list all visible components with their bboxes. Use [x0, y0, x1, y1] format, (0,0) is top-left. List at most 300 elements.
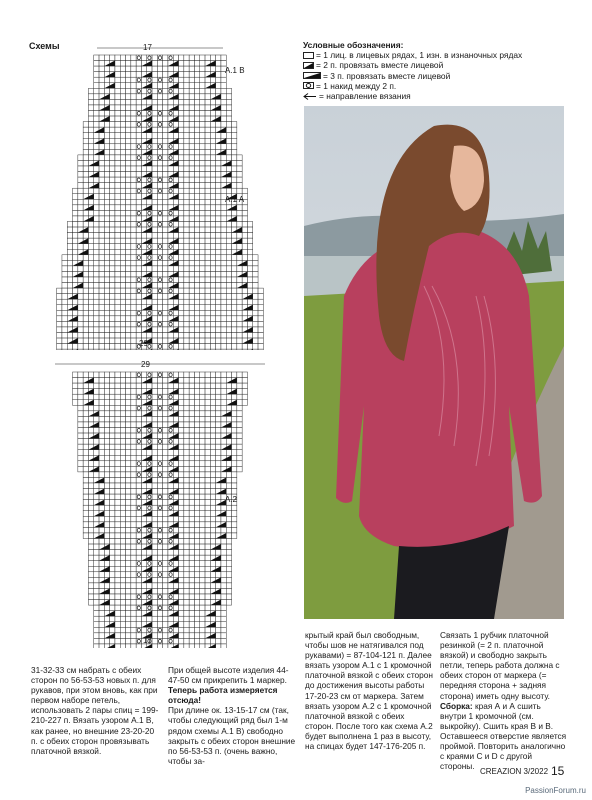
chart-cell — [184, 450, 189, 456]
chart-cell — [78, 288, 83, 294]
chart-cell — [200, 83, 205, 89]
chart-cell — [120, 605, 125, 611]
chart-cell — [216, 199, 221, 205]
chart-cell — [194, 389, 199, 395]
chart-cell — [237, 439, 242, 445]
chart-cell — [78, 199, 83, 205]
chart-cell — [173, 133, 178, 139]
chart-cell — [141, 627, 146, 633]
empty-square-icon — [303, 52, 314, 59]
chart-cell — [194, 255, 199, 261]
chart-cell — [200, 505, 205, 511]
chart-cell — [120, 455, 125, 461]
chart-cell — [226, 188, 231, 194]
chart-cell — [88, 111, 93, 117]
chart-cell — [242, 233, 247, 239]
chart-cell — [200, 105, 205, 111]
chart-cell — [163, 594, 168, 600]
chart-cell — [120, 333, 125, 339]
chart-cell — [104, 155, 109, 161]
chart-cell — [157, 299, 162, 305]
chart-cell — [194, 299, 199, 305]
chart-cell — [205, 500, 210, 506]
chart-cell — [115, 349, 120, 350]
chart-cell — [216, 638, 221, 644]
chart-cell — [120, 477, 125, 483]
chart-cell — [216, 594, 221, 600]
chart-cell — [221, 450, 226, 456]
chart-cell — [99, 177, 104, 183]
chart-cell — [221, 333, 226, 339]
chart-cell — [88, 305, 93, 311]
chart-cell — [232, 411, 237, 417]
chart-cell — [179, 627, 184, 633]
chart-cell — [232, 383, 237, 389]
chart-cell — [120, 310, 125, 316]
chart-cell — [157, 422, 162, 428]
chart-cell — [88, 166, 93, 172]
chart-cell — [189, 500, 194, 506]
chart-cell — [216, 633, 221, 639]
chart-cell — [110, 310, 115, 316]
chart-cell — [184, 444, 189, 450]
chart-cell — [131, 122, 136, 128]
chart-cell — [152, 555, 157, 561]
chart-cell — [115, 338, 120, 344]
chart-cell — [173, 439, 178, 445]
chart-cell — [173, 527, 178, 533]
chart-cell — [131, 299, 136, 305]
chart-cell — [78, 422, 83, 428]
chart-cell — [216, 611, 221, 617]
chart-cell — [126, 372, 131, 378]
chart-cell — [110, 527, 115, 533]
chart-cell — [73, 310, 78, 316]
chart-cell — [216, 405, 221, 411]
chart-cell — [163, 199, 168, 205]
chart-cell — [173, 583, 178, 589]
chart-cell — [152, 394, 157, 400]
chart-cell — [200, 310, 205, 316]
chart-cell — [179, 422, 184, 428]
chart-cell — [131, 383, 136, 389]
chart-cell — [157, 522, 162, 528]
chart-cell — [141, 349, 146, 350]
chart-cell — [126, 66, 131, 72]
chart-cell — [216, 428, 221, 434]
chart-cell — [83, 372, 88, 378]
chart-cell — [205, 222, 210, 228]
chart-cell — [120, 155, 125, 161]
chart-cell — [88, 394, 93, 400]
chart-cell — [184, 461, 189, 467]
chart-cell — [189, 516, 194, 522]
chart-cell — [226, 255, 231, 261]
chart-cell — [120, 466, 125, 472]
chart-cell — [173, 99, 178, 105]
chart-cell — [226, 88, 231, 94]
chart-cell — [126, 266, 131, 272]
chart-cell — [237, 333, 242, 339]
chart-cell — [152, 583, 157, 589]
chart-cell — [173, 155, 178, 161]
chart-cell — [232, 533, 237, 539]
chart-cell — [94, 633, 99, 639]
chart-cell — [110, 77, 115, 83]
chart-cell — [210, 489, 215, 495]
chart-cell — [120, 527, 125, 533]
chart-cell — [200, 294, 205, 300]
chart-cell — [126, 561, 131, 567]
chart-cell — [136, 116, 141, 122]
chart-cell — [73, 378, 78, 384]
paragraph — [440, 701, 568, 772]
chart-cell — [88, 105, 93, 111]
chart-cell — [78, 439, 83, 445]
chart-cell — [232, 271, 237, 277]
chart-cell — [179, 55, 184, 61]
chart-cell — [131, 216, 136, 222]
chart-cell — [232, 233, 237, 239]
chart-cell — [136, 172, 141, 178]
chart-cell — [237, 450, 242, 456]
chart-cell — [157, 444, 162, 450]
chart-cell — [242, 238, 247, 244]
chart-cell — [88, 594, 93, 600]
chart-cell — [184, 155, 189, 161]
chart-cell — [184, 260, 189, 266]
chart-cell — [141, 255, 146, 261]
chart-cell — [136, 544, 141, 550]
chart-cell — [152, 166, 157, 172]
chart-cell — [136, 266, 141, 272]
chart-cell — [163, 122, 168, 128]
chart-cell — [184, 349, 189, 350]
chart-cell — [242, 227, 247, 233]
chart-cell — [110, 472, 115, 478]
chart-cell — [141, 405, 146, 411]
chart-cell — [200, 422, 205, 428]
chart-cell — [179, 550, 184, 556]
chart-cell — [126, 349, 131, 350]
chart-cell — [232, 244, 237, 250]
chart-cell — [147, 299, 152, 305]
chart-cell — [237, 177, 242, 183]
chart-cell — [179, 327, 184, 333]
chart-cell — [131, 450, 136, 456]
chart-cell — [226, 544, 231, 550]
chart-cell — [131, 561, 136, 567]
chart-cell — [189, 122, 194, 128]
chart-cell — [189, 144, 194, 150]
chart-cell — [152, 433, 157, 439]
chart-cell — [221, 561, 226, 567]
chart-cell — [120, 572, 125, 578]
chart-cell — [115, 255, 120, 261]
chart2-top-width: 29 — [141, 360, 150, 369]
chart-cell — [110, 155, 115, 161]
chart-cell — [83, 133, 88, 139]
chart-cell — [83, 416, 88, 422]
chart-cell — [120, 205, 125, 211]
chart-cell — [126, 244, 131, 250]
chart-cell — [163, 249, 168, 255]
chart-cell — [216, 194, 221, 200]
chart-cell — [120, 483, 125, 489]
chart-cell — [141, 439, 146, 445]
chart-cell — [221, 310, 226, 316]
chart-cell — [152, 422, 157, 428]
chart-cell — [78, 444, 83, 450]
chart-cell — [78, 177, 83, 183]
chart-cell — [152, 372, 157, 378]
chart-cell — [115, 444, 120, 450]
chart-cell — [237, 277, 242, 283]
chart-cell — [78, 294, 83, 300]
chart-cell — [94, 616, 99, 622]
chart-cell — [131, 316, 136, 322]
chart-cell — [210, 255, 215, 261]
chart-cell — [126, 277, 131, 283]
chart-cell — [94, 271, 99, 277]
chart-cell — [88, 321, 93, 327]
chart-cell — [152, 133, 157, 139]
chart-cell — [120, 433, 125, 439]
chart-cell — [205, 255, 210, 261]
k3tog-icon — [303, 72, 321, 79]
chart-cell — [163, 527, 168, 533]
chart-cell — [157, 160, 162, 166]
chart-cell — [200, 127, 205, 133]
chart-cell — [205, 138, 210, 144]
chart-cell — [189, 249, 194, 255]
chart-cell — [99, 483, 104, 489]
chart-cell — [163, 310, 168, 316]
chart-cell — [120, 144, 125, 150]
paragraph: Связать 1 рубчик платочной резинкой (= 2 п. платочной вязкой) и свободно закрыть петли, теперь работа должна с обеих сторон от маркера (= передняя сторона + задняя сторона) иметь одну высоту. — [440, 630, 560, 701]
chart-cell — [115, 183, 120, 189]
chart-cell — [94, 133, 99, 139]
chart-cell — [110, 572, 115, 578]
paragraph: крытый край был свободным, чтобы шов не натягивался под рукавами) = 87-104-121 п. Далее вязать узором А.1 с 1 кромочной платочной вязкой с обеих сторон до достижения высоты работы 17-20-23 см от маркера. Затем вязать узором А.2 с 1 кромочной платочной вязкой с обеих сторон. После того как схема А.2 будет выполнена 1 раз в высоту, на спицах будет 147-176-205 п. — [305, 630, 433, 752]
chart-cell — [104, 583, 109, 589]
chart-cell — [189, 616, 194, 622]
chart-cell — [104, 327, 109, 333]
chart-cell — [110, 577, 115, 583]
chart-cell — [120, 299, 125, 305]
chart-cell — [173, 188, 178, 194]
chart-cell — [189, 561, 194, 567]
chart-cell — [179, 444, 184, 450]
chart-cell — [157, 550, 162, 556]
chart-cell — [221, 155, 226, 161]
chart-cell — [247, 227, 252, 233]
chart-cell — [179, 472, 184, 478]
chart-cell — [104, 383, 109, 389]
chart-cell — [120, 594, 125, 600]
chart-cell — [179, 527, 184, 533]
chart-cell — [136, 327, 141, 333]
chart-cell — [126, 255, 131, 261]
chart-cell — [216, 372, 221, 378]
chart-cell — [152, 277, 157, 283]
chart-cell — [189, 416, 194, 422]
chart-cell — [163, 444, 168, 450]
chart-cell — [99, 299, 104, 305]
chart-cell — [88, 244, 93, 250]
chart-cell — [200, 527, 205, 533]
chart-cell — [232, 277, 237, 283]
chart-cell — [94, 122, 99, 128]
chart-cell — [232, 127, 237, 133]
chart-cell — [210, 627, 215, 633]
chart-cell — [205, 188, 210, 194]
chart-cell — [179, 227, 184, 233]
chart-cell — [94, 210, 99, 216]
chart-cell — [136, 283, 141, 289]
chart-cell — [88, 227, 93, 233]
chart-cell — [189, 439, 194, 445]
chart-cell — [163, 133, 168, 139]
chart-cell — [232, 283, 237, 289]
chart-cell — [179, 433, 184, 439]
chart-cell — [136, 199, 141, 205]
chart-cell — [210, 149, 215, 155]
chart-cell — [253, 294, 258, 300]
chart-cell — [115, 133, 120, 139]
chart-cell — [120, 555, 125, 561]
chart-cell — [194, 271, 199, 277]
chart-cell — [221, 400, 226, 406]
chart-cell — [78, 389, 83, 395]
chart-cell — [110, 450, 115, 456]
chart-cell — [216, 294, 221, 300]
chart-cell — [210, 283, 215, 289]
chart-cell — [163, 461, 168, 467]
chart-cell — [189, 494, 194, 500]
chart-cell — [88, 144, 93, 150]
chart-cell — [131, 172, 136, 178]
chart-cell — [136, 389, 141, 395]
chart-cell — [115, 94, 120, 100]
chart-cell — [184, 389, 189, 395]
chart-cell — [83, 461, 88, 467]
chart-cell — [136, 166, 141, 172]
chart-cell — [189, 271, 194, 277]
chart-cell — [83, 177, 88, 183]
chart-cell — [141, 266, 146, 272]
chart-cell — [126, 99, 131, 105]
chart-cell — [126, 644, 131, 648]
chart-cell — [152, 505, 157, 511]
chart-cell — [216, 394, 221, 400]
legend-title: Условные обозначения: — [303, 40, 404, 50]
chart-cell — [152, 638, 157, 644]
chart-cell — [115, 122, 120, 128]
chart-cell — [62, 277, 67, 283]
chart-cell — [194, 383, 199, 389]
chart-cell — [253, 271, 258, 277]
chart-cell — [141, 494, 146, 500]
chart-cell — [141, 288, 146, 294]
chart-cell — [221, 405, 226, 411]
chart-cell — [253, 333, 258, 339]
chart-cell — [126, 577, 131, 583]
chart-cell — [115, 116, 120, 122]
chart-cell — [131, 633, 136, 639]
chart-cell — [104, 483, 109, 489]
chart-cell — [78, 194, 83, 200]
chart-cell — [205, 227, 210, 233]
chart-cell — [210, 310, 215, 316]
chart-cell — [205, 111, 210, 117]
chart-cell — [67, 310, 72, 316]
chart-cell — [157, 61, 162, 67]
chart-cell — [120, 105, 125, 111]
chart-cell — [126, 572, 131, 578]
chart-cell — [126, 116, 131, 122]
chart-cell — [141, 210, 146, 216]
chart-cell — [242, 394, 247, 400]
chart-cell — [152, 183, 157, 189]
chart-cell — [210, 122, 215, 128]
chart-cell — [99, 188, 104, 194]
chart-cell — [194, 122, 199, 128]
chart-cell — [152, 611, 157, 617]
chart-cell — [179, 166, 184, 172]
chart-cell — [141, 372, 146, 378]
chart-cell — [205, 511, 210, 517]
chart-cell — [200, 622, 205, 628]
chart-cell — [157, 199, 162, 205]
chart-cell — [126, 299, 131, 305]
chart-cell — [104, 99, 109, 105]
chart-cell — [184, 405, 189, 411]
chart-cell — [120, 177, 125, 183]
chart-cell — [221, 227, 226, 233]
chart-cell — [216, 222, 221, 228]
chart-cell — [131, 105, 136, 111]
chart-cell — [163, 222, 168, 228]
chart-cell — [115, 472, 120, 478]
chart-cell — [242, 266, 247, 272]
chart-cell — [179, 122, 184, 128]
chart-cell — [115, 277, 120, 283]
chart-cell — [78, 455, 83, 461]
chart-cell — [205, 378, 210, 384]
chart-cell — [200, 372, 205, 378]
chart-cell — [232, 333, 237, 339]
chart-cell — [210, 305, 215, 311]
chart-cell — [226, 222, 231, 228]
chart-cell — [157, 194, 162, 200]
chart-cell — [200, 244, 205, 250]
chart-cell — [115, 199, 120, 205]
chart-cell — [104, 277, 109, 283]
chart-cell — [152, 544, 157, 550]
chart-cell — [194, 477, 199, 483]
chart-cell — [110, 533, 115, 539]
chart-cell — [179, 149, 184, 155]
chart-cell — [216, 299, 221, 305]
chart-cell — [226, 533, 231, 539]
chart-cell — [221, 321, 226, 327]
chart-cell — [110, 605, 115, 611]
chart-cell — [226, 394, 231, 400]
chart-cell — [216, 550, 221, 556]
chart-cell — [237, 244, 242, 250]
chart-cell — [115, 383, 120, 389]
